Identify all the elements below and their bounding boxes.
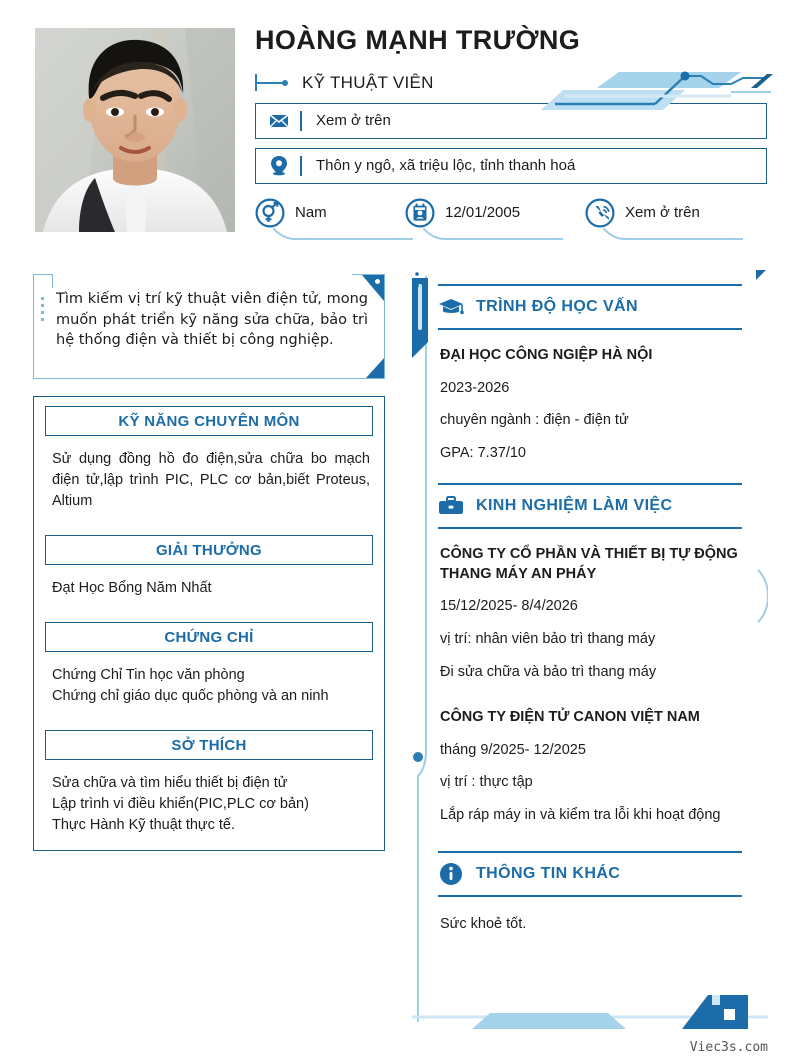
- entry-line: vị trí: nhân viên bảo trì thang máy: [440, 630, 656, 647]
- entry-line: GPA: 7.37/10: [440, 444, 526, 461]
- left-sections-panel: [33, 396, 385, 851]
- other-info-entry: [438, 897, 768, 935]
- graduation-cap-icon: [438, 297, 464, 317]
- phone-icon: [585, 198, 615, 228]
- section-line: Chứng Chỉ Tin học văn phòng: [52, 667, 245, 684]
- meta-row: [255, 198, 767, 228]
- entry-org: ĐẠI HỌC CÔNG NGIỆP HÀ NỘI: [440, 347, 653, 363]
- entry-line: Sức khoẻ tốt.: [440, 916, 527, 933]
- header-info: [255, 26, 767, 228]
- profile-photo: [35, 28, 235, 232]
- portrait-illustration: [35, 28, 235, 232]
- title-line-icon: [257, 82, 283, 84]
- section-header: [438, 284, 742, 330]
- footer-watermark: Viec3s.com: [689, 1040, 768, 1055]
- entry-line: vị trí : thực tập: [440, 774, 533, 791]
- circuit-decoration-icon: [535, 66, 773, 114]
- section-title: CHỨNG CHỈ: [45, 622, 373, 652]
- left-section: [34, 622, 384, 721]
- experience-entry: [438, 682, 768, 825]
- section-body: [34, 652, 384, 721]
- left-section: [34, 730, 384, 850]
- entry-line: 15/12/2025- 8/4/2026: [440, 598, 578, 615]
- left-column: [33, 274, 385, 851]
- section-line: Sử dụng đồng hồ đo điện,sửa chữa bo mạch điện tử,lập trình PIC, PLC cơ bản,biết Proteus, Altium: [52, 451, 370, 510]
- right-content: [412, 270, 768, 935]
- entry-line: Đi sửa chữa và bảo trì thang máy: [440, 663, 657, 680]
- objective-notch-icon: [52, 274, 352, 288]
- section-title: TRÌNH ĐỘ HỌC VẤN: [476, 298, 638, 315]
- entry-org: CÔNG TY ĐIỆN TỬ CANON VIỆT NAM: [440, 709, 700, 726]
- gender-icon: [255, 198, 285, 228]
- entry-line: chuyên ngành : điện - điện tử: [440, 412, 629, 429]
- section-title: KỸ NĂNG CHUYÊN MÔN: [45, 406, 373, 436]
- bottom-decoration-icon: [412, 995, 768, 1035]
- email-value: Xem ở trên: [316, 112, 391, 130]
- address-value: Thôn y ngô, xã triệu lộc, tỉnh thanh hoá: [316, 157, 576, 175]
- objective-dots-icon: [41, 297, 44, 323]
- page-title: HOÀNG MẠNH TRƯỜNG: [255, 25, 581, 55]
- briefcase-icon: [438, 496, 464, 516]
- right-column: [412, 270, 768, 935]
- gender-item: [255, 198, 405, 228]
- section-line: Lập trình vi điều khiển(PIC,PLC cơ bản): [52, 796, 309, 813]
- phone-item: [585, 198, 755, 228]
- info-circle-icon: [438, 862, 464, 886]
- section-body: [34, 760, 384, 850]
- envelope-icon: [258, 111, 302, 131]
- address-row: [255, 148, 767, 184]
- section-title: THÔNG TIN KHÁC: [476, 865, 621, 883]
- experience-entry: [438, 529, 768, 682]
- left-section: [34, 406, 384, 526]
- experience-section: [438, 483, 768, 825]
- section-title: KINH NGHIỆM LÀM VIỆC: [476, 497, 673, 515]
- other-info-section: [438, 851, 768, 935]
- entry-org: CÔNG TY CỔ PHẦN VÀ THIẾT BỊ TỰ ĐỘNG THANG MÁY AN PHÁY: [440, 546, 738, 582]
- section-header: [438, 483, 742, 529]
- gender-underline-icon: [273, 228, 413, 240]
- dob-item: [405, 198, 585, 228]
- section-line: Sửa chữa và tìm hiểu thiết bị điện tử: [52, 775, 288, 792]
- dob-underline-icon: [423, 228, 563, 240]
- objective-text: Tìm kiếm vị trí kỹ thuật viên điện tử, mong muốn phát triển kỹ năng sửa chữa, bảo trì hệ thống điện và thiết bị công nghiệp.: [56, 291, 368, 349]
- location-pin-icon: [258, 156, 302, 176]
- title-dot-icon: [282, 80, 288, 86]
- section-title: GIẢI THƯỞNG: [45, 535, 373, 565]
- left-section: [34, 535, 384, 613]
- gender-value: Nam: [295, 204, 327, 222]
- education-entry: [438, 330, 768, 463]
- section-title: SỞ THÍCH: [45, 730, 373, 760]
- entry-line: 2023-2026: [440, 379, 510, 396]
- education-section: [438, 284, 768, 463]
- calendar-icon: [405, 198, 435, 228]
- corner-bottom-right-icon: [366, 358, 384, 378]
- phone-value: Xem ở trên: [625, 204, 700, 222]
- section-body: [34, 436, 384, 526]
- entry-line: tháng 9/2025- 12/2025: [440, 741, 586, 758]
- job-title: KỸ THUẬT VIÊN: [302, 72, 434, 92]
- section-line: Chứng chỉ giáo dục quốc phòng và an ninh: [52, 688, 329, 705]
- section-body: [34, 565, 384, 613]
- section-header: [438, 851, 742, 897]
- cv-header: [0, 0, 800, 258]
- dob-value: 12/01/2005: [445, 204, 521, 222]
- section-line: Thực Hành Kỹ thuật thực tế.: [52, 817, 236, 834]
- section-line: Đạt Học Bổng Năm Nhất: [52, 580, 212, 597]
- phone-underline-icon: [603, 228, 743, 240]
- objective-box: [33, 274, 385, 379]
- entry-line: Lắp ráp máy in và kiểm tra lỗi khi hoạt động: [440, 806, 721, 823]
